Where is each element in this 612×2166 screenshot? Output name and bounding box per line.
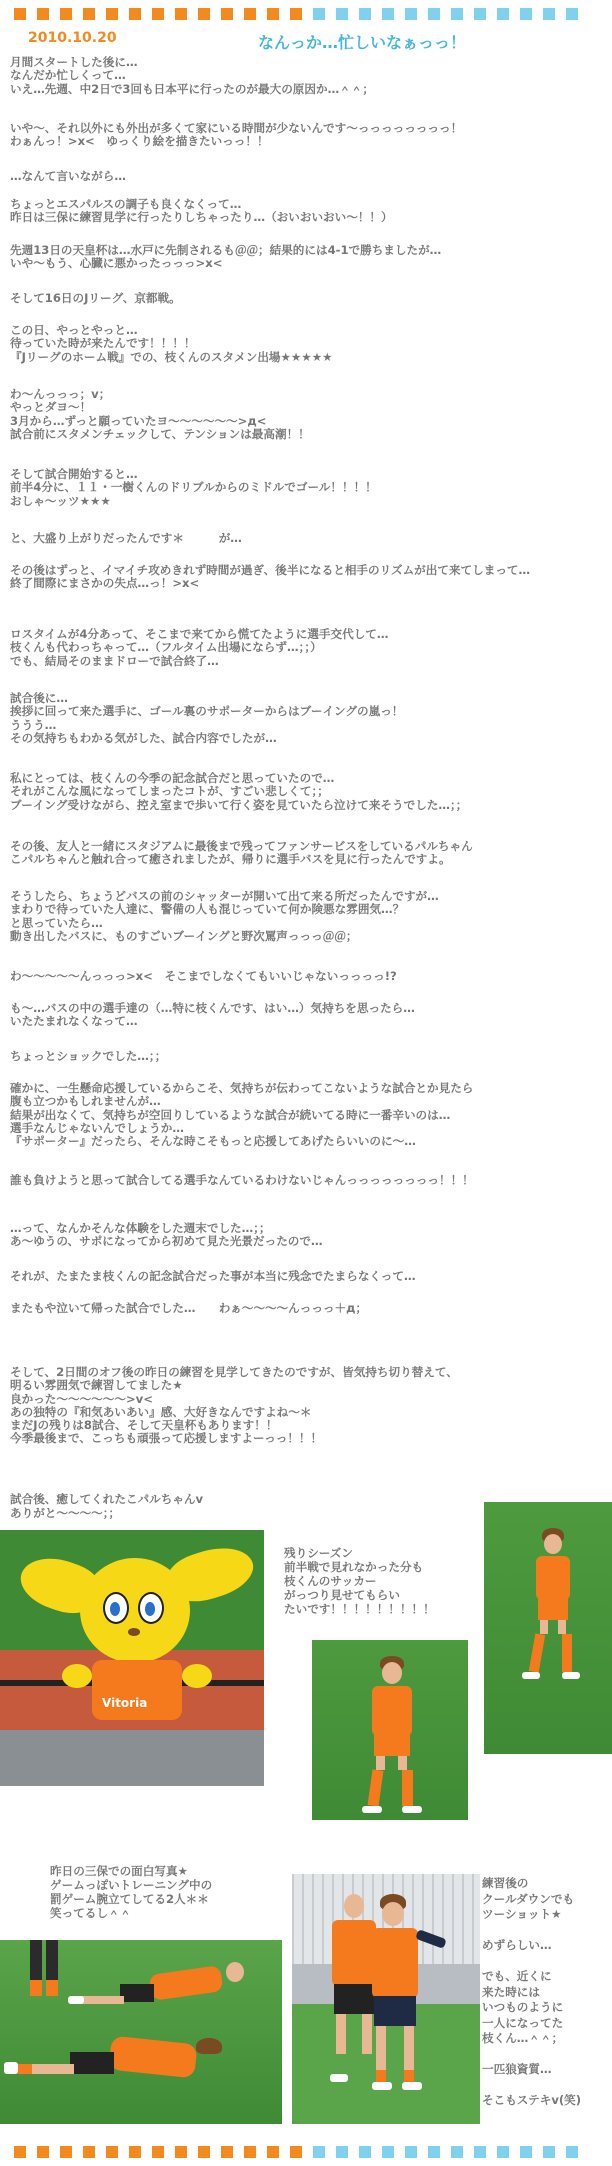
paragraph: も～…バスの中の選手達の（…特に枝くんです、はい…）気持ちを思ったら… いたたまれなくなって…	[10, 1001, 415, 1029]
cooldown-photo	[292, 1874, 480, 2124]
paragraph: またもや泣いて帰った試合でした… わぁ～～～～んっっっ＋д；	[10, 1301, 368, 1315]
caption-season: 残りシーズン 前半戦で見れなかった分も 枝くんのサッカー がっつり見せてもらい たいです！！！！！！！！！	[284, 1546, 435, 1616]
mascot-photo	[0, 1530, 264, 1786]
entry-title: なんっか…忙しいなぁっっ！	[258, 33, 467, 52]
paragraph: そして16日のJリーグ、京都戦。	[10, 291, 181, 305]
paragraph: 月間スタートした後に… なんだか忙しくって… いえ…先週、中2日で3回も日本平に行ったのが最大の原因か…＾＾；	[10, 55, 374, 96]
paragraph: その後はずっと、イマイチ攻めきれず時間が過ぎ、後半になると相手のリズムが出て来てしまって… 終了間際にまさかの失点…っ！>x<	[10, 563, 531, 591]
paragraph: わ～んっっっ；v； やっとダヨ～！ 3月から…ずっと願っていたヨ～～～～～～>д< 試合前にスタメンチェックして、テンションは最高潮！！	[10, 387, 310, 441]
paragraph: そうしたら、ちょうどバスの前のシャッターが開いて出て来る所だったんですが… まわりで待っていた人達に、警備の人も混じっていて何か険悪な雰囲気…？ と思っていたら… 動き出したバスに、ものすごいブーイングと野次罵声っっっ＠＠；	[10, 889, 439, 943]
paragraph: ちょっとショックでした…；；	[10, 1049, 167, 1063]
paragraph: …なんて言いながら…	[10, 169, 126, 183]
entry-date: 2010.10.20	[28, 30, 117, 46]
paragraph: 誰も負けようと思って試合してる選手なんているわけないじゃんっっっっっっっっ！！！	[10, 1173, 474, 1187]
paragraph: いや～、それ以外にも外出が多くて家にいる時間が少ないんです～っっっっっっっっ！ わぁんっ！>x< ゆっくり絵を描きたいっっ！！	[10, 121, 463, 149]
paragraph: それが、たまたま枝くんの記念試合だった事が本当に残念でたまらなくって…	[10, 1269, 416, 1283]
paragraph: …って、なんかそんな体験をした週末でした…；； あ～ゆうの、サポになってから初めて見た光景だったので…	[10, 1221, 323, 1249]
paragraph: 確かに、一生懸命応援しているからこそ、気持ちが伝わってこないような試合とか見たら 腹も立つかもしれませんが… 結果が出なくて、気持ちが空回りしているような試合が続いてる時に一番辛いのは… 選手なんじゃないんでしょうか… 『サポーター』だったら、そんな時こそもっと応援してあげたらいいのに～…	[10, 1081, 474, 1149]
paragraph: その後、友人と一緒にスタジアムに最後まで残ってファンサービスをしているパルちゃん こパルちゃんと触れ合って癒されましたが、帰りに選手バスを見に行ったんですよ。	[10, 839, 473, 867]
player-photo-middle	[312, 1640, 468, 1820]
caption-cooldown: 練習後の クールダウンでも ツーショット★ めずらしい… でも、近くに 来た時には いつものように 一人になってた 枝くん…＾＾； 一匹狼資質… そこもステキv(笑)	[482, 1876, 582, 2107]
paragraph: と、大盛り上がりだったんです＊ が…	[10, 531, 242, 545]
paragraph: そして試合開始すると… 前半4分に、１１・一樹くんのドリブルからのミドルでゴール！！！！ おしゃ～ッツ★★★	[10, 467, 377, 508]
paragraph: ロスタイムが4分あって、そこまで来てから慌てたように選手交代して… 枝くんも代わっちゃって…（フルタイム出場にならず…；；） でも、結局そのままドローで試合終了…	[10, 627, 389, 668]
player-photo-right	[484, 1502, 612, 1754]
entry-header	[0, 30, 612, 54]
mascot-belt-text: Vitoria	[102, 1696, 148, 1710]
paragraph: この日、やっとやっと… 待っていた時が来たんです！！！！ 『Jリーグのホーム戦』での、枝くんのスタメン出場★★★★★	[10, 323, 333, 364]
paragraph: そして、2日間のオフ後の昨日の練習を見学してきたのですが、皆気持ち切り替えて、 明るい雰囲気で練習してました★ 良かった～～～～～～>v< あの独特の『和気あいあい』感、大好きなんですよね～＊ まだJの残りは8試合、そして天皇杯もあります！！ 今季最後まで、こっちも頑張って応援しますよーっっ！！！	[10, 1365, 458, 1446]
paragraph: わ～～～～～んっっっ>x< そこまでしなくてもいいじゃないっっっっ!?	[10, 969, 397, 983]
paragraph: 試合後に… 挨拶に回って来た選手に、ゴール裏のサポーターからはブーイングの嵐っ！ ううう… その気持ちもわかる気がした、試合内容でしたが…	[10, 691, 404, 745]
caption-pushups: 昨日の三保での面白写真★ ゲームっぽいトレーニング中の 罰ゲーム腕立てしてる2人＊＊ 笑ってるし＾＾	[50, 1864, 213, 1920]
top-border	[14, 8, 598, 20]
paragraph: 私にとっては、枝くんの今季の記念試合だと思っていたので… それがこんな風になってしまったコトが、すごい悲しくて；； ブーイング受けながら、控え室まで歩いて行く姿を見ていたら泣けて来そうでした…；；	[10, 771, 468, 812]
pushup-photo	[0, 1940, 282, 2124]
paragraph: 先週13日の天皇杯は…水戸に先制されるも＠＠；結果的には4-1で勝ちましたが… いや～もう、心臓に悪かったっっっ>x<	[10, 243, 442, 271]
paragraph: ちょっとエスパルスの調子も良くなくって… 昨日は三保に練習見学に行ったりしちゃったり…（おいおいおい～！！）	[10, 197, 393, 225]
caption-mascot: 試合後、癒してくれたこパルちゃんv ありがと～～～～；；	[10, 1492, 204, 1520]
bottom-border	[14, 2146, 598, 2158]
